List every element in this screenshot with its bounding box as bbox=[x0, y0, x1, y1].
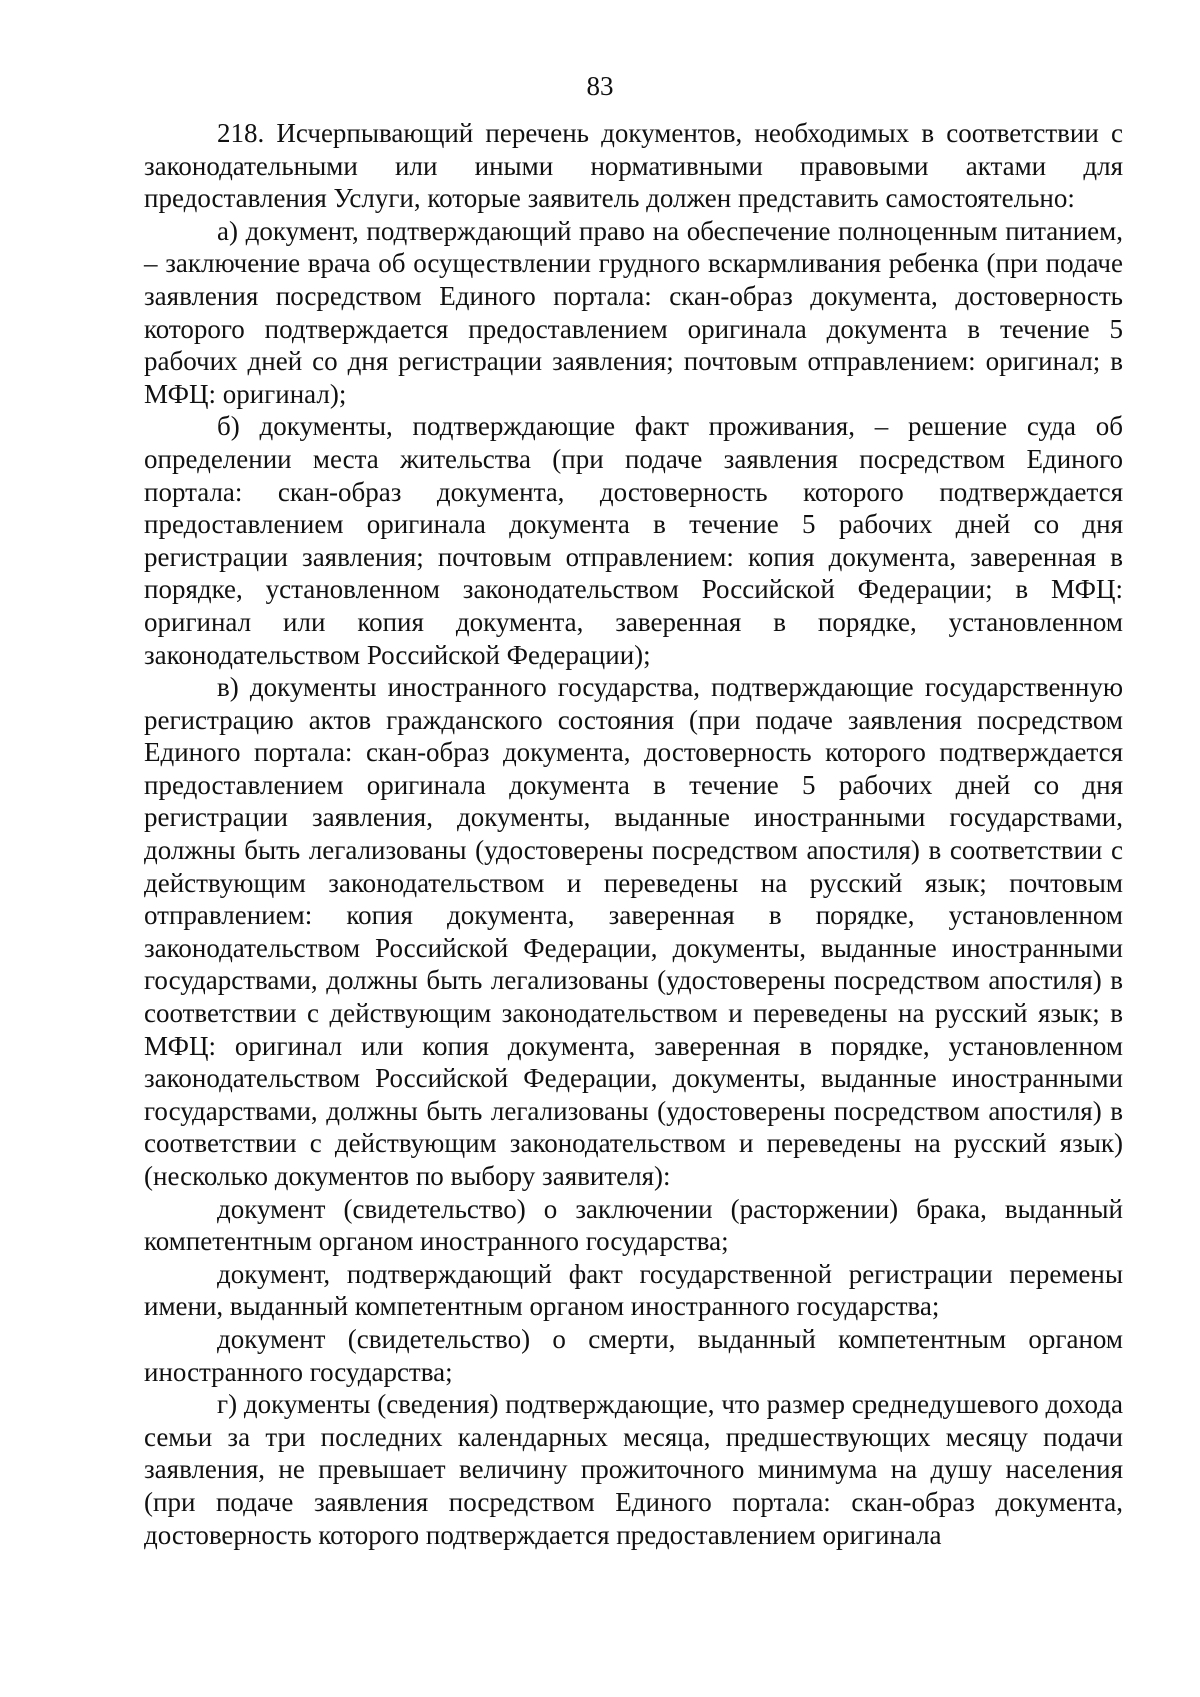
paragraph-item-g: г) документы (сведения) подтверждающие, что размер среднедушевого дохода семьи за три последних календарных месяца, предшествующих месяцу подачи заявления, не превышает величину прожиточного минимума на душу населения (при подаче заявления посредством Единого портала: скан-образ документа, достоверность которого подтверждается предоставлением оригинала bbox=[144, 1389, 1123, 1550]
document-body bbox=[144, 117, 1123, 1551]
page-number: 83 bbox=[586, 71, 614, 101]
paragraph-item-v: в) документы иностранного государства, подтверждающие государственную регистрацию актов гражданского состояния (при подаче заявления посредством Единого портала: скан-образ документа, достоверность которого подтверждается предоставлением оригинала документа в течение 5 рабочих дней со дня регистрации заявления, документы, выданные иностранными государствами, должны быть легализованы (удостоверены посредством апостиля) в соответствии с действующим законодательством и переведены на русский язык; почтовым отправлением: копия документа, заверенная в порядке, установленном законодательством Российской Федерации, документы, выданные иностранными государствами, должны быть легализованы (удостоверены посредством апостиля) в соответствии с действующим законодательством и переведены на русский язык; в МФЦ: оригинал или копия документа, заверенная в порядке, установленном законодательством Российской Федерации, документы, выданные иностранными государствами, должны быть легализованы (удостоверены посредством апостиля) в соответствии с действующим законодательством и переведены на русский язык) (несколько документов по выбору заявителя): bbox=[144, 672, 1123, 1191]
paragraph-marriage-certificate: документ (свидетельство) о заключении (расторжении) брака, выданный компетентным органом иностранного государства; bbox=[144, 1193, 1123, 1257]
paragraph-death-certificate: документ (свидетельство) о смерти, выданный компетентным органом иностранного государства; bbox=[144, 1323, 1123, 1387]
paragraph-item-b: б) документы, подтверждающие факт проживания, – решение суда об определении места жительства (при подаче заявления посредством Единого портала: скан-образ документа, достоверность которого подтверждается предоставлением оригинала документа в течение 5 рабочих дней со дня регистрации заявления; почтовым отправлением: копия документа, заверенная в порядке, установленном законодательством Российской Федерации; в МФЦ: оригинал или копия документа, заверенная в порядке, установленном законодательством Российской Федерации); bbox=[144, 411, 1123, 670]
paragraph-item-a: а) документ, подтверждающий право на обеспечение полноценным питанием, – заключение врача об осуществлении грудного вскармливания ребенка (при подаче заявления посредством Единого портала: скан-образ документа, достоверность которого подтверждается предоставлением оригинала документа в течение 5 рабочих дней со дня регистрации заявления; почтовым отправлением: оригинал; в МФЦ: оригинал); bbox=[144, 215, 1123, 409]
paragraph-name-change: документ, подтверждающий факт государственной регистрации перемены имени, выданный компетентным органом иностранного государства; bbox=[144, 1258, 1123, 1322]
paragraph-218-intro: 218. Исчерпывающий перечень документов, необходимых в соответствии с законодательными или иными нормативными правовыми актами для предоставления Услуги, которые заявитель должен представить самостоятельно: bbox=[144, 118, 1123, 214]
